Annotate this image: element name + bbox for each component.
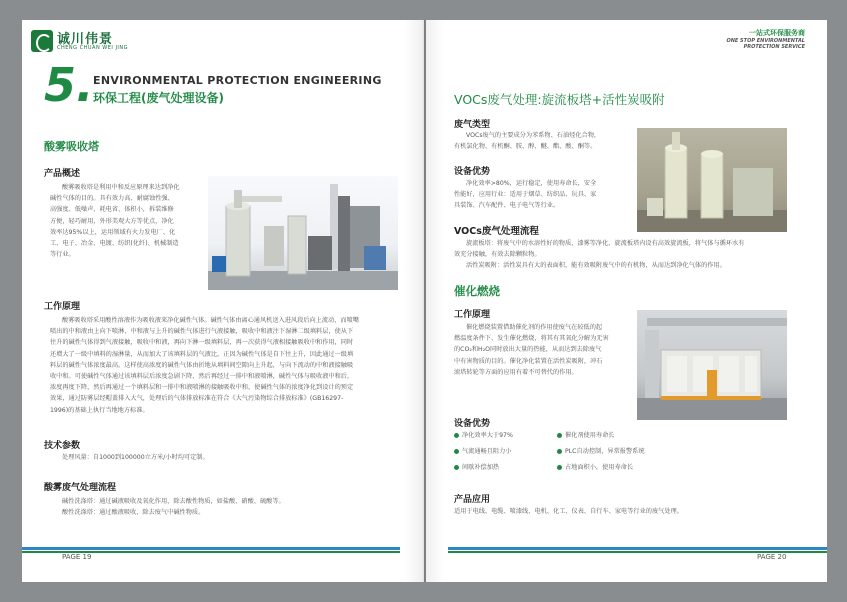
acid-mist-tower-photo [208,176,398,290]
catalytic-title: 催化燃烧 [454,284,500,298]
flow-text: 碱性洗涤塔：通过碱液吸收及氧化作用，除去酸性物质，如盐酸、硝酸、硫酸等。 酸性洗涤塔：通过酸液吸收，除去废气中碱性物质。 [62,498,285,517]
principle-heading: 工作原理 [44,302,81,312]
footer-bar-blue [448,547,827,550]
voc-tower-illustration [637,128,787,232]
application-text: 适用于电线、电缆、喷漆线、电机、化工、仪表、自行车、家电等行业的废气处理。 [454,508,683,515]
catalytic-combustion-photo [637,310,787,420]
advantage-heading: 设备优势 [454,167,491,177]
right-page [426,20,827,582]
advantage-text: 净化效率>80%，运行稳定，使用寿命长，安全 性能好，应用行业：适用于烟草、纺织品、玩具、家 具装饰、汽车配件、电子电气等行业。 [454,180,597,210]
voc-process-text: 旋流板塔：将废气中的水溶性好的物质、漆雾等净化，旋流板塔内设有高效旋流板，将气体与循环水有 效充分接触，有效去除颗粒物。 活性炭吸附：活性炭具有大的表面积，能有效吸附废气中的有机物，从而达到净化气体的作用。 [454,240,745,270]
bullet-icon [557,465,562,470]
principle-text: 酸雾吸收塔采用酸性溶液作为吸收液来净化碱性气体。碱性气体由离心通风机送入进风段后向上流动，而喷嘴 喷出的中和液由上向下喷淋，中和液与上升的碱性气体进行气液接触，吸收中和液注下湿淋二级填料层，使从下 往升的碱性气体得到气液接触，吸收中和液，再向下淋一级填料层，再一次获得气液相接触吸收中和作用，同时 还增大了一级中填料的湿淋量，从而加大了该填料层的气液比，正因为碱性气体是自下往上升，因此通过一级填 料层的碱性气体浓度最高。这样使高浓度的碱性气体由折地从填料间空隙向上升起，与向下流动的中和液接触吸 收中和。可使碱性气体通过该填料层后浓度急剧下降，然后再经过一排中和液喷淋，碱性气体与吸收液中和后， 浓度再度下降，然后再通过一个填料层和一排中和液喷淋的接触吸收中和，使碱性气体的浓度净化到设计的预定 效果，通过防雾层经帽盖排入大气，处理后的气体排放标准在符合《大气污染物综合排放标准》(GB16297- 1996)的基础上执行当地地方标准。 [50,317,359,414]
voc-process-heading: VOCs废气处理流程 [454,226,539,237]
overview-heading: 产品概述 [44,169,81,179]
logo-text: 诚川伟景 [57,32,114,47]
voc-tower-photo [637,128,787,232]
tagline: 一站式环保服务商 ONE STOP ENVIRONMENTAL PROTECTION SERVICE [726,29,805,50]
adv-item-6: 占地面积小，使用寿命长 [557,462,633,471]
catalytic-principle-heading: 工作原理 [454,310,491,320]
catalytic-principle-text: 催化燃烧装置借助催化剂的作用使废气在较低的起 燃温度条件下，发生催化燃烧，将其有其氧化分解为无害 的CO₂和H₂O同时放出大量的热能，从而达到去除废气 中有害物质的目的。催化净化装置在活性炭吸附，冲石 滚塔转轮等方面的应用有着不可替代的作用。 [454,324,609,376]
tower-illustration [208,176,398,290]
waste-type-heading: 废气类型 [454,120,491,130]
chapter-title-en: ENVIRONMENTAL PROTECTION ENGINEERING [93,74,382,87]
page-number-right: PAGE 20 [757,553,787,561]
tech-text: 处理风量：自1000到100000立方米/小时均可定制。 [62,454,209,461]
catalytic-illustration [637,310,787,420]
flow-heading: 酸雾废气处理流程 [44,483,117,493]
bullet-icon [557,449,562,454]
bullet-icon [454,449,459,454]
chapter-number: 5. [44,58,94,112]
bullet-icon [454,433,459,438]
section-title: 酸雾吸收塔 [44,140,99,153]
footer-bar-blue [22,547,400,550]
adv-item-4: PLC自动控制，异常报警系统 [557,446,645,455]
bullet-icon [557,433,562,438]
left-page [22,20,424,582]
adv-item-2: 催化剂使用寿命长 [557,430,615,439]
bullet-icon [454,465,459,470]
adv-item-3: 气流通畅且阻力小 [454,446,512,455]
voc-title: VOCs废气处理:旋流板塔+活性炭吸附 [454,92,665,107]
chapter-title-cn: 环保工程(废气处理设备) [93,91,224,105]
overview-text: 酸雾吸收塔是利用中和反应原理来达到净化 碱性气体的目的。具有效力高、耐腐蚀性强、 高强度、低噪声、耗电省、体积小，拆装维修 方便，轻巧耐用，外形美观大方等优点，净化 效率达95%以上，运用领域有火力发电厂、化 工、电子、冶金、电镀、纺织(化纤)、机械制造 等行业。 [50,184,180,259]
application-heading: 产品应用 [454,495,491,505]
company-logo-icon [31,30,53,52]
catalytic-adv-heading: 设备优势 [454,419,491,429]
adv-item-1: 净化效率大于97% [454,430,513,439]
waste-type-text: VOCs废气的主要成分为苯系物、石油烃化合物， 有机氯化物、有机酮、胺、醇、醚、酯、酸、酮等。 [454,132,601,151]
logo-subtitle: CHENG CHUAN WEI JING [57,45,129,51]
page-number-left: PAGE 19 [62,553,92,561]
adv-item-5: 间歇补偿加热 [454,462,499,471]
tech-heading: 技术参数 [44,441,81,451]
